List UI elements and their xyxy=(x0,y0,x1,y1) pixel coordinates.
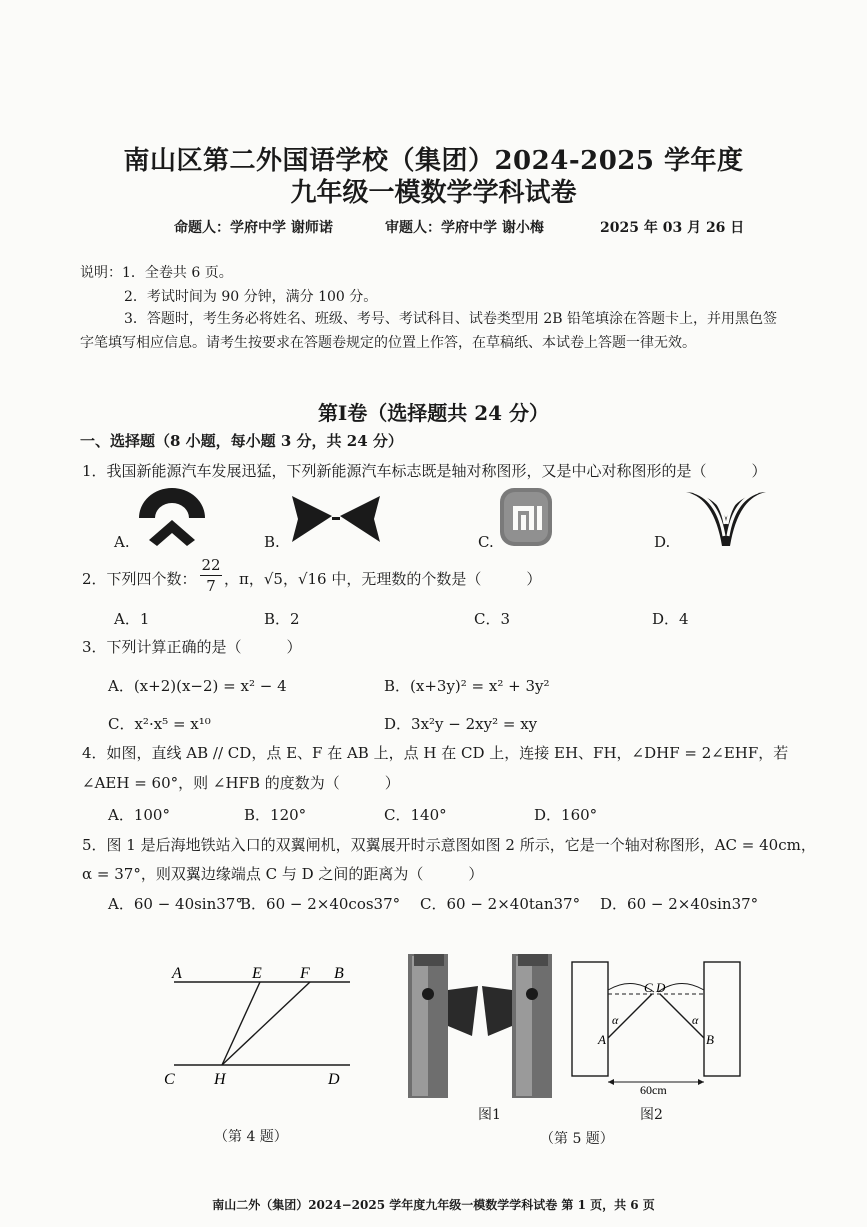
question-4-line1: 4．如图，直线 AB // CD，点 E、F 在 AB 上，点 H 在 CD 上，连接 EH、FH，∠DHF = 2∠EHF，若 xyxy=(82,744,789,762)
fig4-label-e: E xyxy=(252,965,262,982)
q5-option-a: A．60 − 40sin37° xyxy=(108,895,243,913)
q3-option-b: B．(x+3y)² = x² + 3y² xyxy=(384,677,550,695)
q1-option-c: C. xyxy=(478,533,494,551)
fig2-width-label: 60cm xyxy=(640,1083,667,1097)
figure-2-diagram xyxy=(568,956,748,1098)
q1-option-b: B. xyxy=(264,533,280,551)
question-1: 1．我国新能源汽车发展迅猛，下列新能源汽车标志既是轴对称图形，又是中心对称图形的是（ ） xyxy=(82,462,767,480)
fig4-caption: （第 4 题） xyxy=(214,1129,288,1145)
logo-a-icon xyxy=(135,488,209,550)
logo-d-icon xyxy=(684,488,768,550)
fig2-caption: 图2 xyxy=(640,1107,663,1123)
figure-q4 xyxy=(160,960,360,1090)
exam-date: 2025 年 03 月 26 日 xyxy=(600,220,745,236)
q4-option-b: B．120° xyxy=(244,806,307,824)
question-3: 3．下列计算正确的是（ ） xyxy=(82,638,302,656)
q2-option-b: B．2 xyxy=(264,610,300,628)
fig1-caption: 图1 xyxy=(478,1107,501,1123)
section-title: 第Ⅰ卷（选择题共 24 分） xyxy=(317,401,550,425)
q3-option-d: D．3x²y − 2xy² = xy xyxy=(384,715,538,733)
q1-option-d: D. xyxy=(654,533,671,551)
q1-option-a: A. xyxy=(114,533,130,551)
logo-b-icon xyxy=(290,492,382,546)
figure-1-gate xyxy=(404,950,568,1100)
page-footer: 南山二外（集团）2024−2025 学年度九年级一模数学学科试卷 第 1 页，共 6 页 xyxy=(212,1198,655,1212)
fraction-bar xyxy=(200,575,222,576)
q5-option-b: B．60 − 2×40cos37° xyxy=(240,895,401,913)
q2-fraction-numerator: 22 xyxy=(201,556,221,574)
question-5-line1: 5．图 1 是后海地铁站入口的双翼闸机，双翼展开时示意图如图 2 所示，它是一个轴对称图形，AC = 40cm， xyxy=(82,836,816,854)
q2-fraction-denominator: 7 xyxy=(206,577,216,595)
section-heading: 一、选择题（8 小题，每小题 3 分，共 24 分） xyxy=(80,432,403,450)
fig2-alpha-right: α xyxy=(692,1013,699,1027)
q4-option-d: D．160° xyxy=(534,806,598,824)
fig4-label-a: A xyxy=(172,965,182,982)
question-4-line2: ∠AEH = 60°，则 ∠HFB 的度数为（ ） xyxy=(82,774,400,792)
q5-option-d: D．60 − 2×40sin37° xyxy=(600,895,759,913)
fig4-label-d: D xyxy=(328,1071,340,1088)
q4-option-c: C．140° xyxy=(384,806,447,824)
instruction-4: 字笔填写相应信息。请考生按要求在答题卷规定的位置上作答，在草稿纸、本试卷上答题一律无效。 xyxy=(80,335,696,351)
fig4-label-h: H xyxy=(214,1071,226,1088)
fig2-label-c: C xyxy=(644,980,653,995)
fig2-label-b: B xyxy=(706,1032,714,1047)
q4-option-a: A．100° xyxy=(108,806,170,824)
fig4-label-b: B xyxy=(334,965,344,982)
q3-option-c: C．x²·x⁵ = x¹⁰ xyxy=(108,715,211,733)
q5-option-c: C．60 − 2×40tan37° xyxy=(420,895,581,913)
fig2-label-d: D xyxy=(656,980,666,995)
q3-option-a: A．(x+2)(x−2) = x² − 4 xyxy=(108,677,287,695)
exam-title-line1: 南山区第二外国语学校（集团）2024-2025 学年度 xyxy=(123,146,744,176)
fig2-alpha-left: α xyxy=(612,1013,619,1027)
logo-c-icon xyxy=(498,486,554,548)
question-2-prefix: 2．下列四个数： xyxy=(82,570,197,588)
fig5-caption: （第 5 题） xyxy=(540,1131,614,1147)
exam-title-line2: 九年级一模数学学科试卷 xyxy=(290,178,577,208)
q2-option-a: A．1 xyxy=(114,610,150,628)
instruction-2: 2．考试时间为 90 分钟，满分 100 分。 xyxy=(124,289,378,305)
question-2-text: ，π，√5，√16 中，无理数的个数是（ ） xyxy=(224,570,542,588)
instruction-3: 3．答题时，考生务必将姓名、班级、考号、考试科目、试卷类型用 2B 铅笔填涂在答题卡上，并用黑色签 xyxy=(124,311,778,327)
fig2-label-a: A xyxy=(598,1032,606,1047)
question-5-line2: α = 37°，则双翼边缘端点 C 与 D 之间的距离为（ ） xyxy=(82,865,484,883)
fig4-label-c: C xyxy=(164,1071,175,1088)
q2-option-d: D．4 xyxy=(652,610,689,628)
setter: 命题人：学府中学 谢师诺 xyxy=(174,220,333,236)
fig4-label-f: F xyxy=(300,965,310,982)
q2-option-c: C．3 xyxy=(474,610,511,628)
reviewer: 审题人：学府中学 谢小梅 xyxy=(385,220,544,236)
instruction-1: 说明：1．全卷共 6 页。 xyxy=(80,265,233,281)
